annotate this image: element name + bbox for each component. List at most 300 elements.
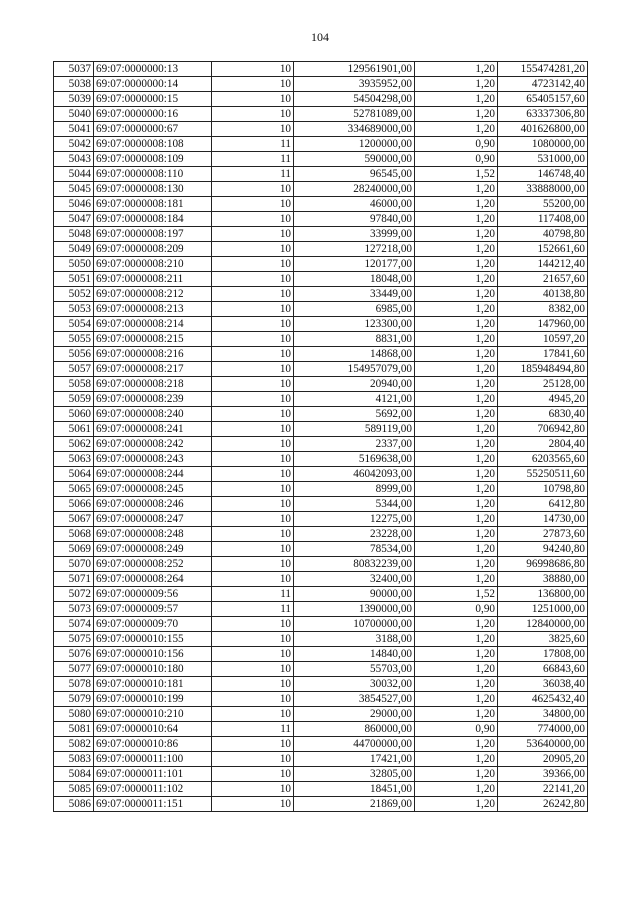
code-cell: 10 (212, 647, 294, 662)
value-cell: 52781089,00 (294, 107, 415, 122)
result-cell: 53640000,00 (498, 737, 588, 752)
coefficient-cell: 1,20 (415, 752, 498, 767)
row-index-cell: 5064 (54, 467, 94, 482)
coefficient-cell: 1,20 (415, 302, 498, 317)
cadastral-number-cell: 69:07:0000008:248 (94, 527, 212, 542)
coefficient-cell: 1,20 (415, 407, 498, 422)
cadastral-number-cell: 69:07:0000008:241 (94, 422, 212, 437)
value-cell: 21869,00 (294, 797, 415, 812)
value-cell: 6985,00 (294, 302, 415, 317)
row-index-cell: 5060 (54, 407, 94, 422)
coefficient-cell: 1,20 (415, 362, 498, 377)
cadastral-number-cell: 69:07:0000008:244 (94, 467, 212, 482)
code-cell: 10 (212, 497, 294, 512)
coefficient-cell: 1,20 (415, 692, 498, 707)
row-index-cell: 5082 (54, 737, 94, 752)
coefficient-cell: 1,20 (415, 422, 498, 437)
row-index-cell: 5057 (54, 362, 94, 377)
row-index-cell: 5047 (54, 212, 94, 227)
cadastral-number-cell: 69:07:0000008:264 (94, 572, 212, 587)
result-cell: 10597,20 (498, 332, 588, 347)
coefficient-cell: 0,90 (415, 602, 498, 617)
code-cell: 10 (212, 362, 294, 377)
table-row (54, 407, 588, 422)
value-cell: 10700000,00 (294, 617, 415, 632)
code-cell: 10 (212, 677, 294, 692)
cadastral-number-cell: 69:07:0000008:210 (94, 257, 212, 272)
code-cell: 10 (212, 437, 294, 452)
table-row (54, 272, 588, 287)
coefficient-cell: 1,20 (415, 512, 498, 527)
cadastral-number-cell: 69:07:0000010:156 (94, 647, 212, 662)
code-cell: 11 (212, 137, 294, 152)
table-row (54, 677, 588, 692)
value-cell: 120177,00 (294, 257, 415, 272)
result-cell: 4945,20 (498, 392, 588, 407)
coefficient-cell: 1,20 (415, 542, 498, 557)
code-cell: 10 (212, 767, 294, 782)
coefficient-cell: 1,20 (415, 782, 498, 797)
table-row (54, 767, 588, 782)
cadastral-number-cell: 69:07:0000008:109 (94, 152, 212, 167)
cadastral-number-cell: 69:07:0000008:108 (94, 137, 212, 152)
code-cell: 10 (212, 377, 294, 392)
coefficient-cell: 1,20 (415, 182, 498, 197)
code-cell: 10 (212, 782, 294, 797)
value-cell: 590000,00 (294, 152, 415, 167)
cadastral-number-cell: 69:07:0000008:245 (94, 482, 212, 497)
row-index-cell: 5042 (54, 137, 94, 152)
row-index-cell: 5063 (54, 452, 94, 467)
result-cell: 39366,00 (498, 767, 588, 782)
cadastral-number-cell: 69:07:0000008:246 (94, 497, 212, 512)
coefficient-cell: 1,20 (415, 707, 498, 722)
code-cell: 11 (212, 602, 294, 617)
row-index-cell: 5054 (54, 317, 94, 332)
result-cell: 20905,20 (498, 752, 588, 767)
code-cell: 10 (212, 542, 294, 557)
code-cell: 11 (212, 722, 294, 737)
coefficient-cell: 1,20 (415, 467, 498, 482)
code-cell: 10 (212, 287, 294, 302)
table-row (54, 602, 588, 617)
cadastral-number-cell: 69:07:0000000:16 (94, 107, 212, 122)
row-index-cell: 5065 (54, 482, 94, 497)
value-cell: 3854527,00 (294, 692, 415, 707)
table-row (54, 737, 588, 752)
result-cell: 152661,60 (498, 242, 588, 257)
code-cell: 10 (212, 317, 294, 332)
code-cell: 10 (212, 182, 294, 197)
code-cell: 10 (212, 662, 294, 677)
value-cell: 154957079,00 (294, 362, 415, 377)
result-cell: 6830,40 (498, 407, 588, 422)
coefficient-cell: 1,20 (415, 242, 498, 257)
table-row (54, 77, 588, 92)
result-cell: 8382,00 (498, 302, 588, 317)
cadastral-number-cell: 69:07:0000000:67 (94, 122, 212, 137)
value-cell: 80832239,00 (294, 557, 415, 572)
table-row (54, 362, 588, 377)
row-index-cell: 5062 (54, 437, 94, 452)
coefficient-cell: 1,20 (415, 482, 498, 497)
value-cell: 17421,00 (294, 752, 415, 767)
code-cell: 10 (212, 227, 294, 242)
coefficient-cell: 1,20 (415, 62, 498, 77)
code-cell: 10 (212, 122, 294, 137)
code-cell: 11 (212, 167, 294, 182)
value-cell: 14840,00 (294, 647, 415, 662)
row-index-cell: 5076 (54, 647, 94, 662)
result-cell: 4723142,40 (498, 77, 588, 92)
row-index-cell: 5055 (54, 332, 94, 347)
result-cell: 27873,60 (498, 527, 588, 542)
result-cell: 22141,20 (498, 782, 588, 797)
row-index-cell: 5080 (54, 707, 94, 722)
value-cell: 123300,00 (294, 317, 415, 332)
cadastral-number-cell: 69:07:0000008:218 (94, 377, 212, 392)
table-row (54, 347, 588, 362)
value-cell: 8831,00 (294, 332, 415, 347)
result-cell: 14730,00 (498, 512, 588, 527)
cadastral-number-cell: 69:07:0000008:252 (94, 557, 212, 572)
result-cell: 401626800,00 (498, 122, 588, 137)
coefficient-cell: 1,20 (415, 257, 498, 272)
code-cell: 10 (212, 392, 294, 407)
code-cell: 10 (212, 422, 294, 437)
coefficient-cell: 1,20 (415, 122, 498, 137)
table-row (54, 632, 588, 647)
table-row (54, 692, 588, 707)
coefficient-cell: 1,20 (415, 392, 498, 407)
result-cell: 33888000,00 (498, 182, 588, 197)
value-cell: 1200000,00 (294, 137, 415, 152)
row-index-cell: 5078 (54, 677, 94, 692)
code-cell: 10 (212, 242, 294, 257)
value-cell: 33449,00 (294, 287, 415, 302)
result-cell: 10798,80 (498, 482, 588, 497)
result-cell: 1251000,00 (498, 602, 588, 617)
code-cell: 10 (212, 692, 294, 707)
coefficient-cell: 1,20 (415, 197, 498, 212)
value-cell: 33999,00 (294, 227, 415, 242)
result-cell: 26242,80 (498, 797, 588, 812)
cadastral-number-cell: 69:07:0000008:181 (94, 197, 212, 212)
cadastral-number-cell: 69:07:0000008:130 (94, 182, 212, 197)
table-row (54, 527, 588, 542)
value-cell: 46000,00 (294, 197, 415, 212)
coefficient-cell: 1,52 (415, 167, 498, 182)
cadastral-number-cell: 69:07:0000008:216 (94, 347, 212, 362)
coefficient-cell: 1,20 (415, 332, 498, 347)
table-row (54, 332, 588, 347)
value-cell: 860000,00 (294, 722, 415, 737)
value-cell: 5169638,00 (294, 452, 415, 467)
page-number: 104 (311, 30, 329, 44)
code-cell: 10 (212, 527, 294, 542)
coefficient-cell: 1,20 (415, 497, 498, 512)
value-cell: 1390000,00 (294, 602, 415, 617)
row-index-cell: 5071 (54, 572, 94, 587)
coefficient-cell: 0,90 (415, 722, 498, 737)
cadastral-data-table (53, 61, 588, 812)
result-cell: 117408,00 (498, 212, 588, 227)
cadastral-number-cell: 69:07:0000008:215 (94, 332, 212, 347)
table-row (54, 542, 588, 557)
cadastral-number-cell: 69:07:0000011:100 (94, 752, 212, 767)
code-cell: 10 (212, 482, 294, 497)
code-cell: 11 (212, 587, 294, 602)
table-row (54, 512, 588, 527)
table-row (54, 782, 588, 797)
result-cell: 40138,80 (498, 287, 588, 302)
value-cell: 28240000,00 (294, 182, 415, 197)
cadastral-number-cell: 69:07:0000008:211 (94, 272, 212, 287)
cadastral-number-cell: 69:07:0000008:214 (94, 317, 212, 332)
cadastral-number-cell: 69:07:0000011:102 (94, 782, 212, 797)
result-cell: 146748,40 (498, 167, 588, 182)
value-cell: 14868,00 (294, 347, 415, 362)
code-cell: 10 (212, 797, 294, 812)
result-cell: 17808,00 (498, 647, 588, 662)
value-cell: 589119,00 (294, 422, 415, 437)
table-row (54, 182, 588, 197)
cadastral-number-cell: 69:07:0000008:209 (94, 242, 212, 257)
result-cell: 12840000,00 (498, 617, 588, 632)
cadastral-number-cell: 69:07:0000008:247 (94, 512, 212, 527)
code-cell: 10 (212, 452, 294, 467)
table-row (54, 302, 588, 317)
coefficient-cell: 1,20 (415, 677, 498, 692)
result-cell: 6412,80 (498, 497, 588, 512)
table-row (54, 587, 588, 602)
table-row (54, 377, 588, 392)
value-cell: 20940,00 (294, 377, 415, 392)
value-cell: 4121,00 (294, 392, 415, 407)
cadastral-number-cell: 69:07:0000008:110 (94, 167, 212, 182)
value-cell: 55703,00 (294, 662, 415, 677)
row-index-cell: 5059 (54, 392, 94, 407)
table-row (54, 437, 588, 452)
cadastral-number-cell: 69:07:0000008:217 (94, 362, 212, 377)
value-cell: 3188,00 (294, 632, 415, 647)
coefficient-cell: 1,20 (415, 527, 498, 542)
value-cell: 32400,00 (294, 572, 415, 587)
cadastral-number-cell: 69:07:0000008:243 (94, 452, 212, 467)
code-cell: 10 (212, 257, 294, 272)
result-cell: 63337306,80 (498, 107, 588, 122)
coefficient-cell: 1,20 (415, 227, 498, 242)
cadastral-number-cell: 69:07:0000008:184 (94, 212, 212, 227)
row-index-cell: 5038 (54, 77, 94, 92)
row-index-cell: 5066 (54, 497, 94, 512)
coefficient-cell: 1,20 (415, 797, 498, 812)
table-row (54, 647, 588, 662)
table-row (54, 452, 588, 467)
row-index-cell: 5041 (54, 122, 94, 137)
row-index-cell: 5077 (54, 662, 94, 677)
code-cell: 10 (212, 77, 294, 92)
table-row (54, 107, 588, 122)
value-cell: 29000,00 (294, 707, 415, 722)
value-cell: 127218,00 (294, 242, 415, 257)
coefficient-cell: 1,20 (415, 617, 498, 632)
table-row (54, 422, 588, 437)
cadastral-number-cell: 69:07:0000008:249 (94, 542, 212, 557)
row-index-cell: 5072 (54, 587, 94, 602)
result-cell: 55250511,60 (498, 467, 588, 482)
row-index-cell: 5046 (54, 197, 94, 212)
code-cell: 10 (212, 212, 294, 227)
cadastral-number-cell: 69:07:0000008:239 (94, 392, 212, 407)
code-cell: 10 (212, 467, 294, 482)
code-cell: 11 (212, 152, 294, 167)
value-cell: 3935952,00 (294, 77, 415, 92)
table-row (54, 497, 588, 512)
result-cell: 17841,60 (498, 347, 588, 362)
row-index-cell: 5061 (54, 422, 94, 437)
coefficient-cell: 0,90 (415, 137, 498, 152)
cadastral-number-cell: 69:07:0000008:197 (94, 227, 212, 242)
code-cell: 10 (212, 347, 294, 362)
result-cell: 40798,80 (498, 227, 588, 242)
code-cell: 10 (212, 107, 294, 122)
table-row (54, 152, 588, 167)
result-cell: 3825,60 (498, 632, 588, 647)
table-row (54, 797, 588, 812)
row-index-cell: 5039 (54, 92, 94, 107)
result-cell: 531000,00 (498, 152, 588, 167)
row-index-cell: 5053 (54, 302, 94, 317)
row-index-cell: 5058 (54, 377, 94, 392)
value-cell: 12275,00 (294, 512, 415, 527)
table-row (54, 122, 588, 137)
code-cell: 10 (212, 617, 294, 632)
row-index-cell: 5040 (54, 107, 94, 122)
table-row (54, 467, 588, 482)
row-index-cell: 5050 (54, 257, 94, 272)
row-index-cell: 5073 (54, 602, 94, 617)
value-cell: 54504298,00 (294, 92, 415, 107)
coefficient-cell: 1,20 (415, 452, 498, 467)
value-cell: 30032,00 (294, 677, 415, 692)
cadastral-number-cell: 69:07:0000009:70 (94, 617, 212, 632)
result-cell: 155474281,20 (498, 62, 588, 77)
table-row (54, 572, 588, 587)
table-row (54, 392, 588, 407)
table-row (54, 662, 588, 677)
result-cell: 34800,00 (498, 707, 588, 722)
coefficient-cell: 1,20 (415, 572, 498, 587)
table-row (54, 62, 588, 77)
coefficient-cell: 0,90 (415, 152, 498, 167)
row-index-cell: 5083 (54, 752, 94, 767)
value-cell: 90000,00 (294, 587, 415, 602)
value-cell: 96545,00 (294, 167, 415, 182)
row-index-cell: 5068 (54, 527, 94, 542)
cadastral-number-cell: 69:07:0000011:101 (94, 767, 212, 782)
cadastral-number-cell: 69:07:0000000:15 (94, 92, 212, 107)
coefficient-cell: 1,20 (415, 737, 498, 752)
table-row (54, 167, 588, 182)
cadastral-number-cell: 69:07:0000009:57 (94, 602, 212, 617)
result-cell: 136800,00 (498, 587, 588, 602)
value-cell: 97840,00 (294, 212, 415, 227)
cadastral-number-cell: 69:07:0000010:86 (94, 737, 212, 752)
row-index-cell: 5070 (54, 557, 94, 572)
value-cell: 5692,00 (294, 407, 415, 422)
row-index-cell: 5045 (54, 182, 94, 197)
table-row (54, 92, 588, 107)
table-row (54, 317, 588, 332)
table-row (54, 482, 588, 497)
result-cell: 1080000,00 (498, 137, 588, 152)
coefficient-cell: 1,20 (415, 317, 498, 332)
value-cell: 78534,00 (294, 542, 415, 557)
table-row (54, 227, 588, 242)
code-cell: 10 (212, 572, 294, 587)
code-cell: 10 (212, 752, 294, 767)
result-cell: 144212,40 (498, 257, 588, 272)
cadastral-number-cell: 69:07:0000009:56 (94, 587, 212, 602)
table-row (54, 557, 588, 572)
value-cell: 44700000,00 (294, 737, 415, 752)
table-row (54, 707, 588, 722)
row-index-cell: 5084 (54, 767, 94, 782)
code-cell: 10 (212, 632, 294, 647)
result-cell: 96998686,80 (498, 557, 588, 572)
coefficient-cell: 1,20 (415, 662, 498, 677)
cadastral-number-cell: 69:07:0000010:64 (94, 722, 212, 737)
coefficient-cell: 1,20 (415, 77, 498, 92)
result-cell: 2804,40 (498, 437, 588, 452)
table-row (54, 617, 588, 632)
value-cell: 129561901,00 (294, 62, 415, 77)
table-row (54, 197, 588, 212)
row-index-cell: 5069 (54, 542, 94, 557)
cadastral-number-cell: 69:07:0000000:13 (94, 62, 212, 77)
row-index-cell: 5048 (54, 227, 94, 242)
value-cell: 8999,00 (294, 482, 415, 497)
result-cell: 147960,00 (498, 317, 588, 332)
code-cell: 10 (212, 92, 294, 107)
coefficient-cell: 1,20 (415, 767, 498, 782)
result-cell: 55200,00 (498, 197, 588, 212)
result-cell: 38880,00 (498, 572, 588, 587)
cadastral-number-cell: 69:07:0000010:180 (94, 662, 212, 677)
value-cell: 2337,00 (294, 437, 415, 452)
coefficient-cell: 1,20 (415, 632, 498, 647)
row-index-cell: 5075 (54, 632, 94, 647)
coefficient-cell: 1,20 (415, 347, 498, 362)
value-cell: 5344,00 (294, 497, 415, 512)
result-cell: 25128,00 (498, 377, 588, 392)
result-cell: 21657,60 (498, 272, 588, 287)
cadastral-number-cell: 69:07:0000008:213 (94, 302, 212, 317)
result-cell: 6203565,60 (498, 452, 588, 467)
coefficient-cell: 1,20 (415, 287, 498, 302)
row-index-cell: 5079 (54, 692, 94, 707)
table-row (54, 257, 588, 272)
code-cell: 10 (212, 197, 294, 212)
cadastral-number-cell: 69:07:0000010:210 (94, 707, 212, 722)
code-cell: 10 (212, 332, 294, 347)
coefficient-cell: 1,20 (415, 557, 498, 572)
row-index-cell: 5085 (54, 782, 94, 797)
result-cell: 65405157,60 (498, 92, 588, 107)
row-index-cell: 5043 (54, 152, 94, 167)
row-index-cell: 5081 (54, 722, 94, 737)
